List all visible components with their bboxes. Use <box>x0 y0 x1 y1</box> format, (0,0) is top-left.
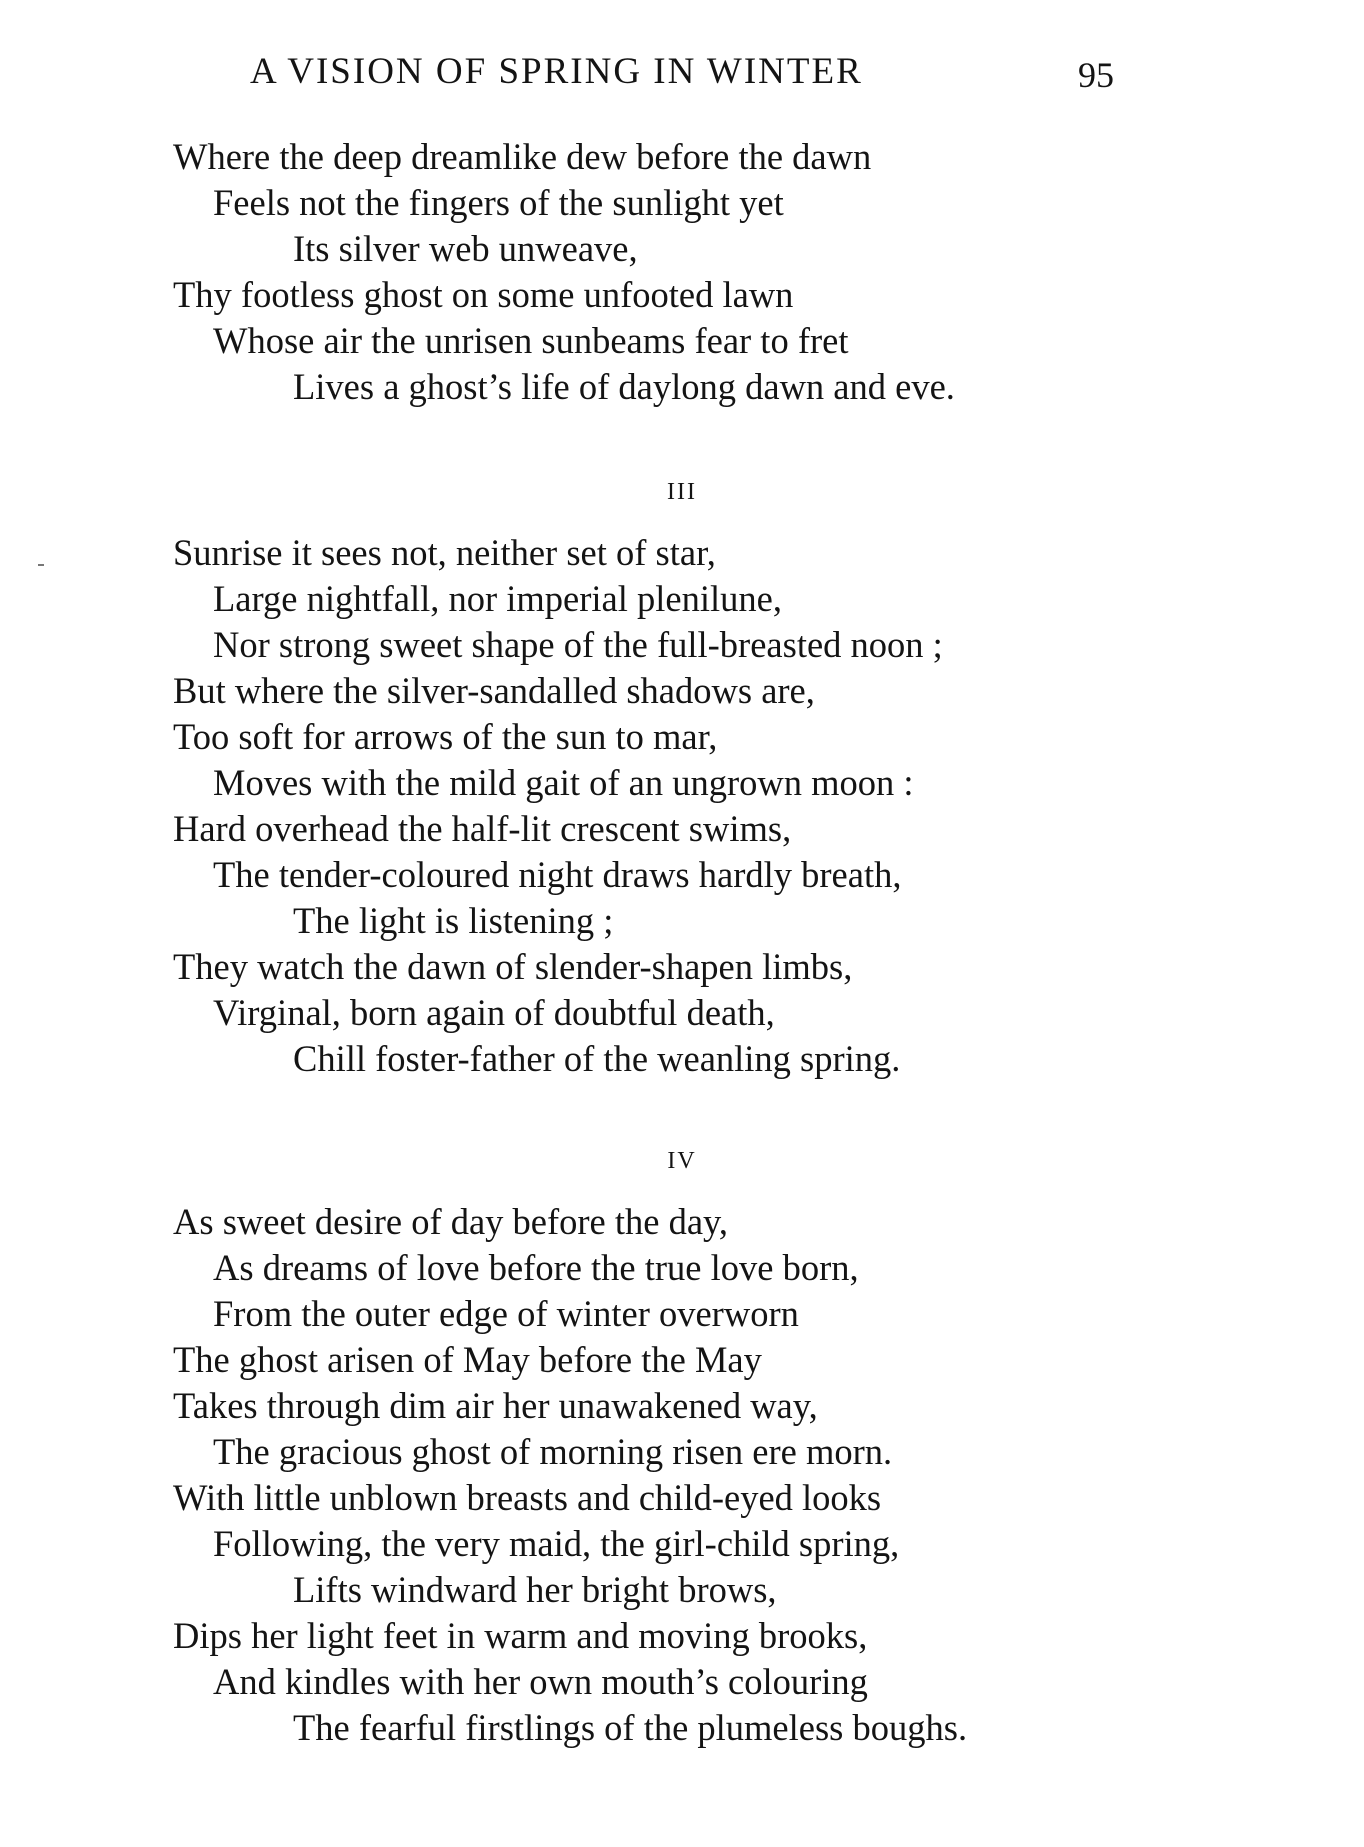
verse-line: Chill foster-father of the weanling spring. <box>293 1038 901 1079</box>
page-number: 95 <box>1078 55 1114 95</box>
verse-line: The gracious ghost of morning risen ere morn. <box>213 1431 893 1472</box>
verse-line: Whose air the unrisen sunbeams fear to fret <box>213 320 849 361</box>
verse-line: They watch the dawn of slender-shapen limbs, <box>173 946 853 987</box>
verse-line: Nor strong sweet shape of the full-breasted noon ; <box>213 624 943 665</box>
verse-line: Where the deep dreamlike dew before the dawn <box>173 136 872 177</box>
verse-line: Lifts windward her bright brows, <box>293 1569 777 1610</box>
verse-line: With little unblown breasts and child-eyed looks <box>173 1477 882 1518</box>
verse-line: Sunrise it sees not, neither set of star, <box>173 532 716 573</box>
verse-line: Dips her light feet in warm and moving brooks, <box>173 1615 868 1656</box>
verse-line: Lives a ghost’s life of daylong dawn and eve. <box>293 366 955 407</box>
verse-line: Too soft for arrows of the sun to mar, <box>173 716 718 757</box>
verse-line: The fearful firstlings of the plumeless boughs. <box>293 1707 968 1748</box>
section-numeral-iv: IV <box>667 1148 697 1174</box>
verse-line: But where the silver-sandalled shadows are, <box>173 670 815 711</box>
verse-line: Its silver web unweave, <box>293 228 638 269</box>
verse-line: From the outer edge of winter overworn <box>213 1293 799 1334</box>
margin-speck <box>38 564 44 566</box>
verse-line: Takes through dim air her unawakened way, <box>173 1385 818 1426</box>
verse-line: The tender-coloured night draws hardly breath, <box>213 854 902 895</box>
verse-line: As dreams of love before the true love born, <box>213 1247 859 1288</box>
section-numeral-iii: III <box>667 479 697 505</box>
verse-line: As sweet desire of day before the day, <box>173 1201 729 1242</box>
verse-line: Feels not the fingers of the sunlight yet <box>213 182 784 223</box>
verse-line: Thy footless ghost on some unfooted lawn <box>173 274 794 315</box>
verse-line: Hard overhead the half-lit crescent swims, <box>173 808 792 849</box>
verse-line: The light is listening ; <box>293 900 614 941</box>
verse-line: Virginal, born again of doubtful death, <box>213 992 775 1033</box>
verse-line: Moves with the mild gait of an ungrown moon : <box>213 762 914 803</box>
verse-line: Large nightfall, nor imperial plenilune, <box>213 578 782 619</box>
verse-line: And kindles with her own mouth’s colouring <box>213 1661 868 1702</box>
verse-line: Following, the very maid, the girl-child spring, <box>213 1523 900 1564</box>
running-title: A VISION OF SPRING IN WINTER <box>250 51 863 92</box>
verse-line: The ghost arisen of May before the May <box>173 1339 762 1380</box>
